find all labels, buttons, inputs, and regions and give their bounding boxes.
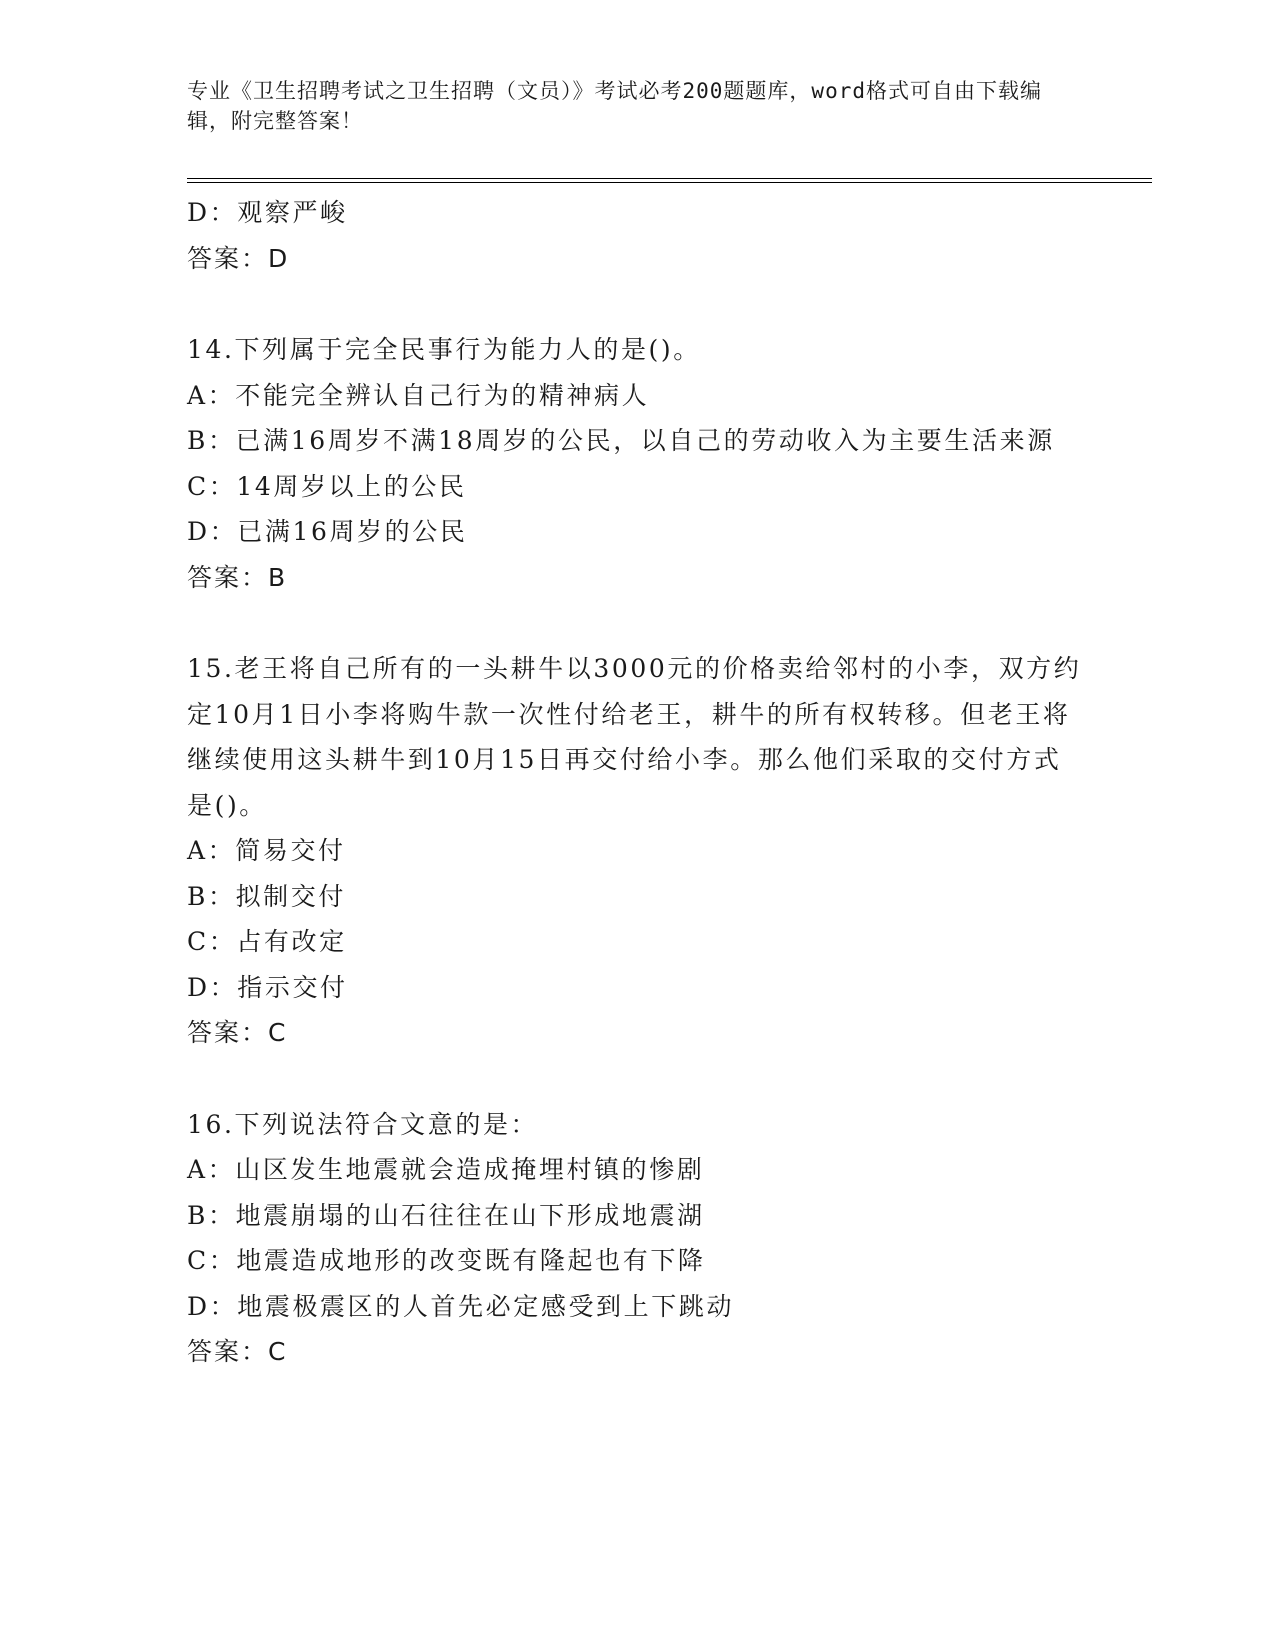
- option-c: C：占有改定: [187, 927, 347, 956]
- question-14: [187, 327, 1087, 600]
- question-stem: 16.下列说法符合文意的是：: [187, 1109, 539, 1139]
- option-b: B：已满16周岁不满18周岁的公民，以自己的劳动收入为主要生活来源: [187, 426, 1055, 455]
- option-c: C：14周岁以上的公民: [187, 471, 467, 501]
- prev-option-d: D：观察严峻: [187, 198, 348, 227]
- option-d: D：已满16周岁的公民: [187, 517, 468, 546]
- answer: 答案：B: [187, 562, 288, 592]
- prev-answer: 答案：D: [187, 243, 290, 273]
- spacer: [187, 600, 1087, 646]
- question-stem: 14.下列属于完全民事行为能力人的是()。: [187, 335, 701, 364]
- option-b: B：地震崩塌的山石往往在山下形成地震湖: [187, 1200, 705, 1230]
- option-c: C：地震造成地形的改变既有隆起也有下降: [187, 1246, 706, 1275]
- option-a: A：简易交付: [187, 836, 346, 865]
- answer: 答案：C: [187, 1337, 288, 1366]
- header-divider: [187, 178, 1152, 183]
- option-d: D：地震极震区的人首先必定感受到上下跳动: [187, 1291, 735, 1321]
- spacer: [187, 1056, 1087, 1102]
- question-15: [187, 646, 1087, 1056]
- option-a: A：不能完全辨认自己行为的精神病人: [187, 380, 650, 410]
- option-d: D：指示交付: [187, 972, 348, 1002]
- question-16: [187, 1102, 1087, 1375]
- document-header-note: 专业《卫生招聘考试之卫生招聘（文员）》考试必考200题题库，word格式可自由下载编辑，附完整答案！: [187, 79, 1042, 133]
- option-a: A：山区发生地震就会造成掩埋村镇的惨剧: [187, 1155, 705, 1184]
- spacer: [187, 281, 1087, 327]
- option-b: B：拟制交付: [187, 881, 346, 911]
- question-stem: 15.老王将自己所有的一头耕牛以3000元的价格卖给邻村的小李，双方约定10月1日小李将购牛款一次性付给老王，耕牛的所有权转移。但老王将继续使用这头耕牛到10月15日再交付给小李。那么他们采取的交付方式是()。: [187, 654, 1082, 820]
- answer: 答案：C: [187, 1018, 288, 1047]
- question-content: [187, 190, 1087, 1375]
